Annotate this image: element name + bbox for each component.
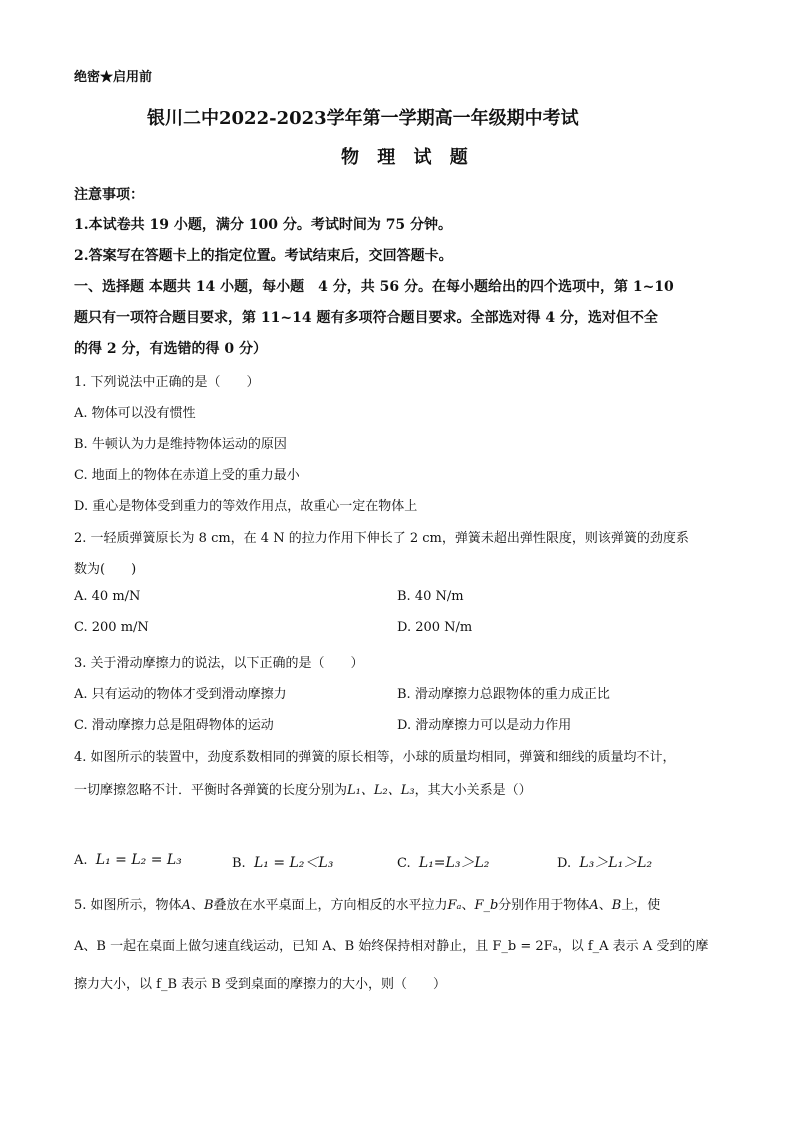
notice-item-2: 2.答案写在答题卡上的指定位置。考试结束后，交回答题卡。 bbox=[74, 248, 453, 264]
q5-sep-3: 、 bbox=[598, 898, 612, 913]
q2-stem-line-2: 数为( ) bbox=[74, 562, 137, 577]
q2-stem-line-1: 2. 一轻质弹簧原长为 8 cm，在 4 N 的拉力作用下伸长了 2 cm，弹簧未超出弹性限度，则该弹簧的劲度系 bbox=[74, 531, 689, 546]
q4-option-a-label: A. bbox=[74, 853, 88, 868]
q1-option-c: C. 地面上的物体在赤道上受的重力最小 bbox=[74, 468, 300, 483]
q2-option-b: B. 40 N/m bbox=[397, 589, 464, 604]
q4-option-d-label: D. bbox=[557, 856, 572, 871]
q4-option-b bbox=[232, 852, 333, 872]
section1-line-3: 的得 2 分，有选错的得 0 分） bbox=[74, 341, 267, 357]
q4-option-b-expr: L₁ = L₂＜L₃ bbox=[253, 855, 334, 871]
q4-option-a bbox=[74, 852, 182, 868]
q2-option-d: D. 200 N/m bbox=[397, 620, 473, 635]
q3-option-b: B. 滑动摩擦力总跟物体的重力成正比 bbox=[397, 687, 610, 702]
q4-stem-line-1: 4. 如图所示的装置中，劲度系数相同的弹簧的原长相等，小球的质量均相同，弹簧和细线的质量均不计， bbox=[74, 750, 676, 765]
section1-line-2: 题只有一项符合题目要求，第 11~14 题有多项符合题目要求。全部选对得 4 分，选对但不全 bbox=[74, 310, 658, 326]
q4-option-a-expr: L₁ = L₂ = L₃ bbox=[95, 852, 182, 868]
notice-heading: 注意事项： bbox=[74, 187, 144, 203]
q5-text-d: 上，使 bbox=[621, 898, 661, 913]
q1-stem: 1. 下列说法中正确的是（ ） bbox=[74, 375, 260, 390]
q5-sep-2: 、 bbox=[461, 898, 475, 913]
q4-option-c bbox=[397, 852, 489, 872]
q4-stem-pre: 一切摩擦忽略不计．平衡时各弹簧的长度分别为 bbox=[74, 783, 348, 798]
q5-text-a: 5. 如图所示，物体 bbox=[74, 898, 182, 913]
q5-var-b2: B bbox=[611, 898, 622, 913]
q5-text-b: 叠放在水平桌面上，方向相反的水平拉力 bbox=[213, 898, 448, 913]
q3-option-a: A. 只有运动的物体才受到滑动摩擦力 bbox=[74, 687, 287, 702]
q4-lengths: L₁、L₂、L₃ bbox=[347, 783, 415, 798]
q3-option-c: C. 滑动摩擦力总是阻碍物体的运动 bbox=[74, 718, 274, 733]
q5-var-b: B bbox=[203, 898, 214, 913]
q2-option-a: A. 40 m/N bbox=[74, 589, 141, 604]
q5-var-a: A bbox=[181, 898, 191, 913]
q4-option-d bbox=[557, 852, 652, 872]
q5-sep-1: 、 bbox=[190, 898, 204, 913]
q3-option-d: D. 滑动摩擦力可以是动力作用 bbox=[397, 718, 572, 733]
q4-option-c-expr: L₁=L₃＞L₂ bbox=[418, 855, 490, 871]
q4-option-b-label: B. bbox=[232, 856, 246, 871]
q5-var-fa: Fₐ bbox=[447, 898, 462, 913]
q5-stem-line-1 bbox=[74, 894, 660, 913]
q5-stem-line-2: A、B 一起在桌面上做匀速直线运动，已知 A、B 始终保持相对静止，且 F_b = 2Fₐ，以 f_A 表示 A 受到的摩 bbox=[74, 939, 709, 954]
q1-option-a: A. 物体可以没有惯性 bbox=[74, 406, 196, 421]
q1-option-b: B. 牛顿认为力是维持物体运动的原因 bbox=[74, 437, 287, 452]
q5-var-fb: F_b bbox=[474, 898, 499, 913]
q4-option-c-label: C. bbox=[397, 856, 411, 871]
q3-stem: 3. 关于滑动摩擦力的说法，以下正确的是（ ） bbox=[74, 656, 364, 671]
notice-item-1: 1.本试卷共 19 小题，满分 100 分。考试时间为 75 分钟。 bbox=[74, 217, 453, 233]
q5-stem-line-3: 擦力大小，以 f_B 表示 B 受到桌面的摩擦力的大小，则（ ） bbox=[74, 977, 446, 992]
q4-stem-post: ，其大小关系是（） bbox=[414, 783, 532, 798]
q4-option-d-expr: L₃＞L₁＞L₂ bbox=[579, 855, 653, 871]
subject-title: 物 理 试 题 bbox=[341, 147, 474, 168]
q5-var-a2: A bbox=[589, 898, 599, 913]
q2-option-c: C. 200 m/N bbox=[74, 620, 149, 635]
secret-label: 绝密★启用前 bbox=[74, 70, 153, 85]
exam-title: 银川二中2022-2023学年第一学期高一年级期中考试 bbox=[147, 108, 579, 129]
q5-text-c: 分别作用于物体 bbox=[498, 898, 590, 913]
q4-stem-line-2 bbox=[74, 779, 532, 798]
q1-option-d: D. 重心是物体受到重力的等效作用点，故重心一定在物体上 bbox=[74, 499, 418, 514]
section1-line-1: 一、选择题 本题共 14 小题，每小题 4 分，共 56 分。在每小题给出的四个选项中，第 1~10 bbox=[74, 279, 674, 295]
